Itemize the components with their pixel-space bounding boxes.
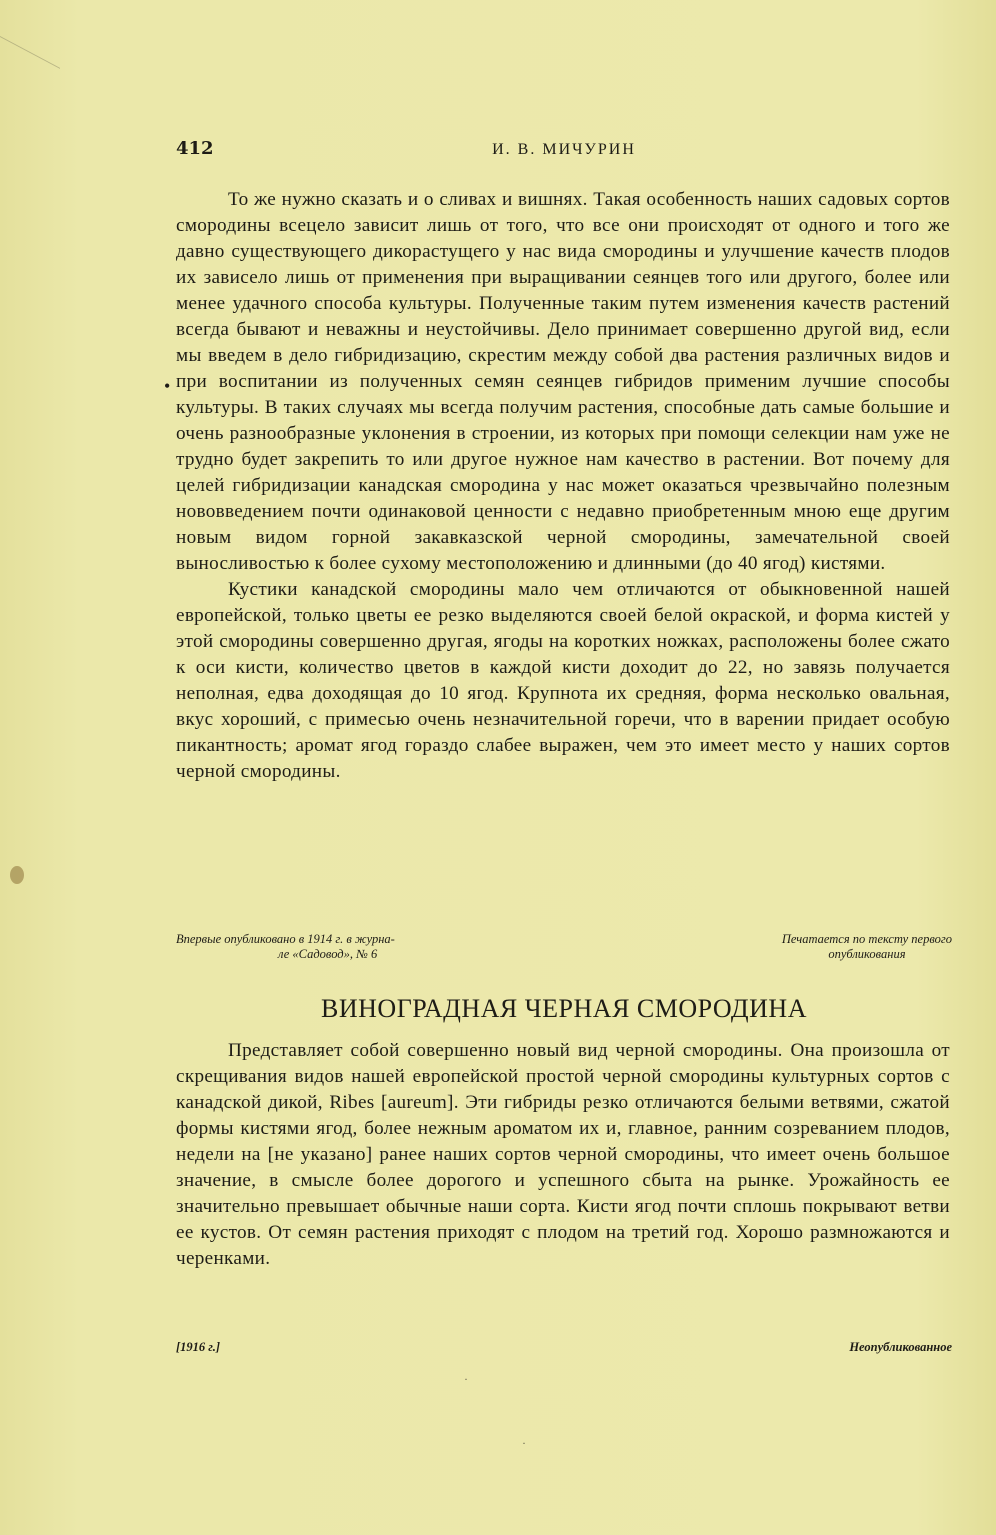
date-label: [1916 г.] — [176, 1340, 221, 1354]
publication-note — [176, 932, 395, 962]
print-source-note — [782, 932, 952, 962]
paragraph: Представляет собой совершенно новый вид черной смородины. Она произошла от скрещивания видов нашей европейской простой черной смородины культурных сортов с канадской дикой, Ribes [aureum]. Эти гибриды резко отличаются белыми ветвями, сжатой формы кистями ягод, более нежным ароматом их и, главное, ранним созреванием плодов, недели на [не указано] ранее наших сортов черной смородины, что имеет очень большое значение, в смысле более дорогого и успешного сбыта на рынке. Урожайность ее значительно превышает обычные наши сорта. Кисти ягод почти сплошь покрывают ветви ее кустов. От семян растения приходят с плодом на третий год. Хорошо размножаются и черенками. — [176, 1040, 950, 1269]
page-header — [176, 138, 952, 164]
print-speck: · — [522, 1436, 526, 1450]
print-source-line: опубликования — [828, 947, 906, 961]
section-title: ВИНОГРАДНАЯ ЧЕРНАЯ СМОРОДИНА — [321, 994, 807, 1023]
paragraph: Кустики канадской смородины мало чем отличаются от обыкновенной нашей европейской, только цветы ее резко выделяются своей белой окраской, и форма кистей у этой смородины совершенно другая, ягоды на коротких ножках, расположены более сжато к оси кисти, количество цветов в каждой кисти доходит до 22, но завязь получается неполная, едва доходящая до 10 ягод. Крупнота их средняя, форма несколько овальная, вкус хороший, с примесью очень незначительной горечи, что в варении придает особую пикантность; аромат ягод гораздо слабее выражен, чем это имеет место у наших сортов черной смородины. — [176, 579, 950, 782]
publication-note-line: ле «Садовод», № 6 — [278, 947, 378, 961]
paragraph: То же нужно сказать и о сливах и вишнях. Такая особенность наших садовых сортов смородины всецело зависит лишь от того, что все они происходят от одного и того же давно существующего дикорастущего у нас вида смородины и улучшение качеств плодов их зависело лишь от применения при выращивании сеянцев того или другого, более или менее удачного способа культуры. Полученные таким путем изменения качеств растений всегда бывают и неважны и неустойчивы. Дело принимает совершенно другой вид, если мы введем в дело гибридизацию, скрестим между собой два растения различных видов и при воспитании из полученных семян сеянцев гибридов применим лучшие способы культуры. В таких случаях мы всегда получим растения, способные дать самые большие и очень разнообразные уклонения в строении, из которых при помощи селекции нам уже не трудно будет закрепить то или другое нужное нам качество в растении. Вот почему для целей гибридизации канадская смородина у нас может оказаться чрезвычайно полезным нововведением почти одинаковой ценности с недавно приобретенным мною еще другим новым видом горной закавказской черной смородины, замечательной своей выносливостью к более сухому местоположению и длинными (до 40 ягод) кистями. — [176, 189, 950, 574]
margin-mark: • — [164, 376, 171, 396]
publication-note-line: Впервые опубликовано в 1914 г. в журна- — [176, 932, 395, 946]
margin-smudge — [10, 866, 24, 884]
print-speck: · — [464, 1372, 468, 1386]
article-body — [176, 187, 950, 785]
running-head: И. В. МИЧУРИН — [492, 141, 636, 158]
section-body — [176, 1038, 950, 1272]
page-corner-fold — [0, 0, 60, 69]
print-source-line: Печатается по тексту первого — [781, 932, 952, 946]
page-number: 412 — [176, 138, 214, 159]
status-label: Неопубликованное — [849, 1340, 952, 1354]
